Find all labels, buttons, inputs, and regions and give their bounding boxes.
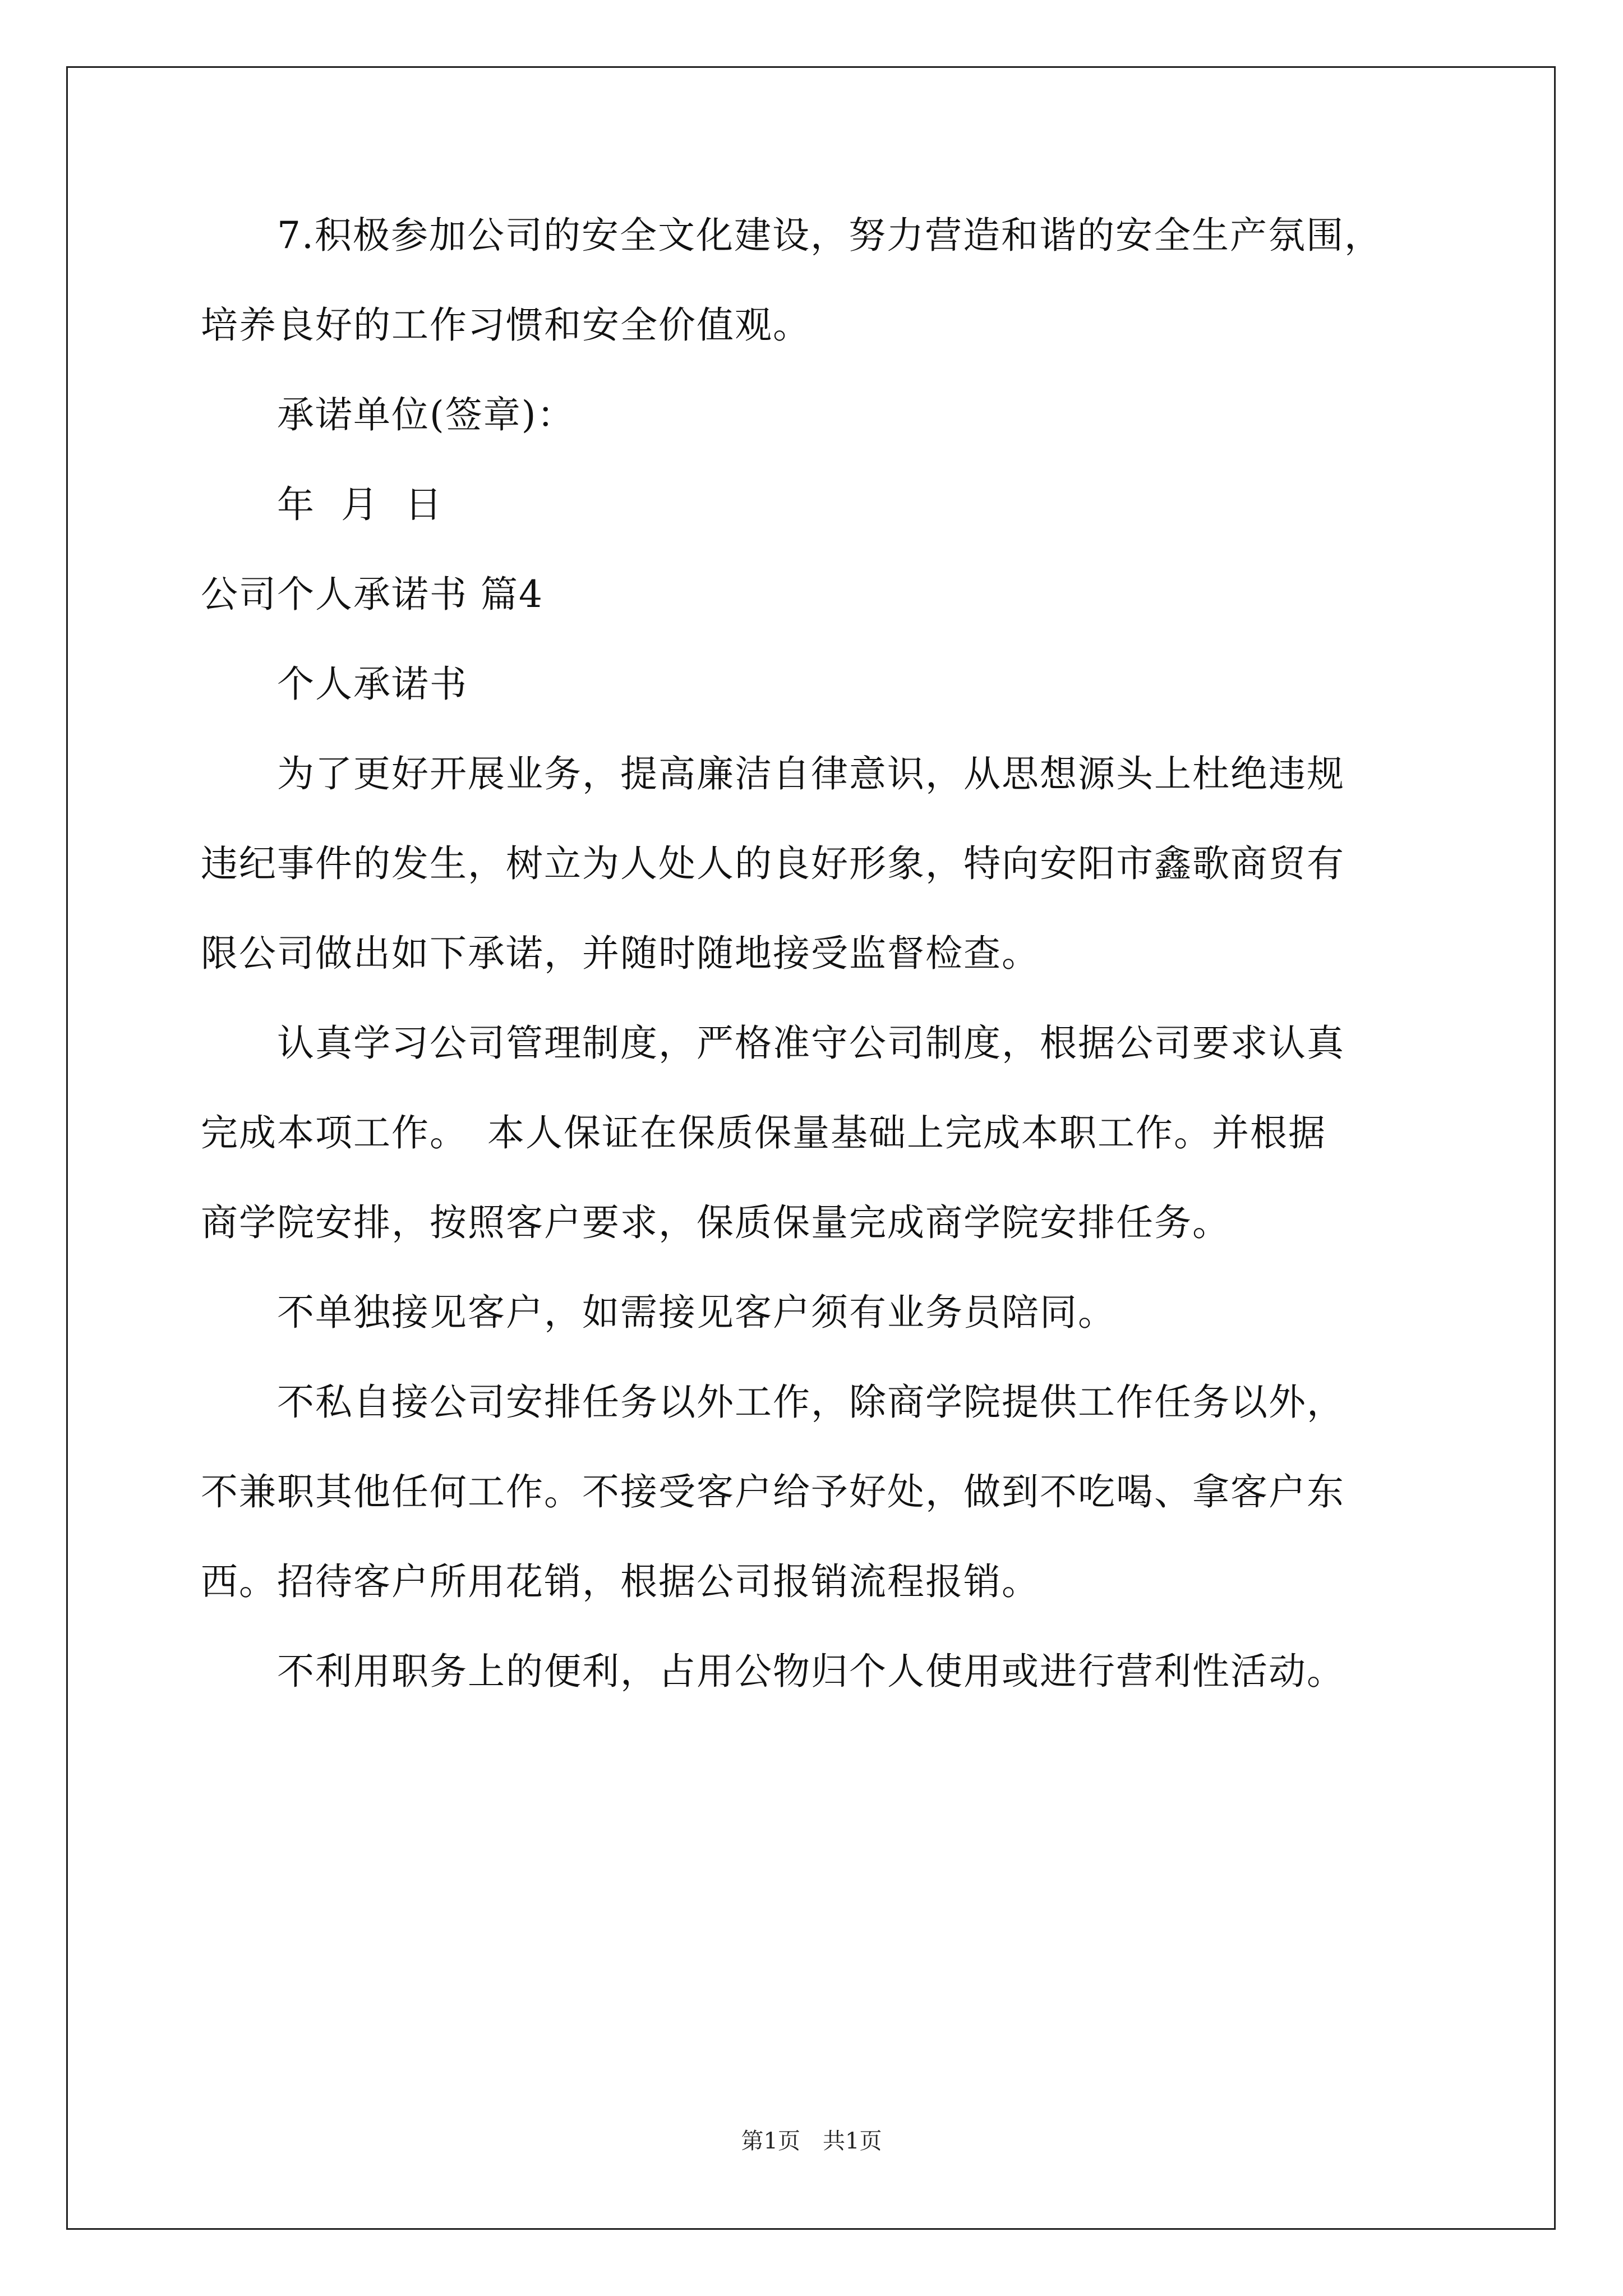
paragraph-line: 商学院安排，按照客户要求，保质保量完成商学院安排任务。 — [201, 1201, 1230, 1244]
paragraph-line: 不私自接公司安排任务以外工作，除商学院提供工作任务以外， — [201, 1381, 1345, 1424]
paragraph-line: 限公司做出如下承诺，并随时随地接受监督检查。 — [201, 932, 1040, 975]
paragraph-line: 不单独接见客户，如需接见客户须有业务员陪同。 — [201, 1291, 1116, 1334]
paragraph-line: 年 月 日 — [201, 483, 443, 526]
paragraph-line: 违纪事件的发生，树立为人处人的良好形象，特向安阳市鑫歌商贸有 — [201, 842, 1345, 885]
paragraph-line: 完成本项工作。 本人保证在保质保量基础上完成本职工作。并根据 — [201, 1111, 1326, 1154]
paragraph-line: 西。招待客户所用花销，根据公司报销流程报销。 — [201, 1560, 1040, 1603]
paragraph-line: 7.积极参加公司的安全文化建设，努力营造和谐的安全生产氛围， — [201, 214, 1382, 257]
paragraph-line: 培养良好的工作习惯和安全价值观。 — [201, 303, 811, 347]
page-footer: 第1页 共1页 — [741, 2128, 882, 2154]
paragraph-line: 不利用职务上的便利，占用公物归个人使用或进行营利性活动。 — [201, 1650, 1345, 1693]
paragraph-line: 为了更好开展业务，提高廉洁自律意识，从思想源头上杜绝违规 — [201, 752, 1345, 795]
section-heading: 公司个人承诺书 篇4 — [201, 573, 543, 616]
paragraph-line: 不兼职其他任何工作。不接受客户给予好处，做到不吃喝、拿客户东 — [201, 1470, 1345, 1513]
paragraph-line: 承诺单位(签章)： — [201, 393, 575, 436]
subtitle: 个人承诺书 — [201, 662, 468, 706]
paragraph-line: 认真学习公司管理制度，严格准守公司制度，根据公司要求认真 — [201, 1022, 1345, 1065]
